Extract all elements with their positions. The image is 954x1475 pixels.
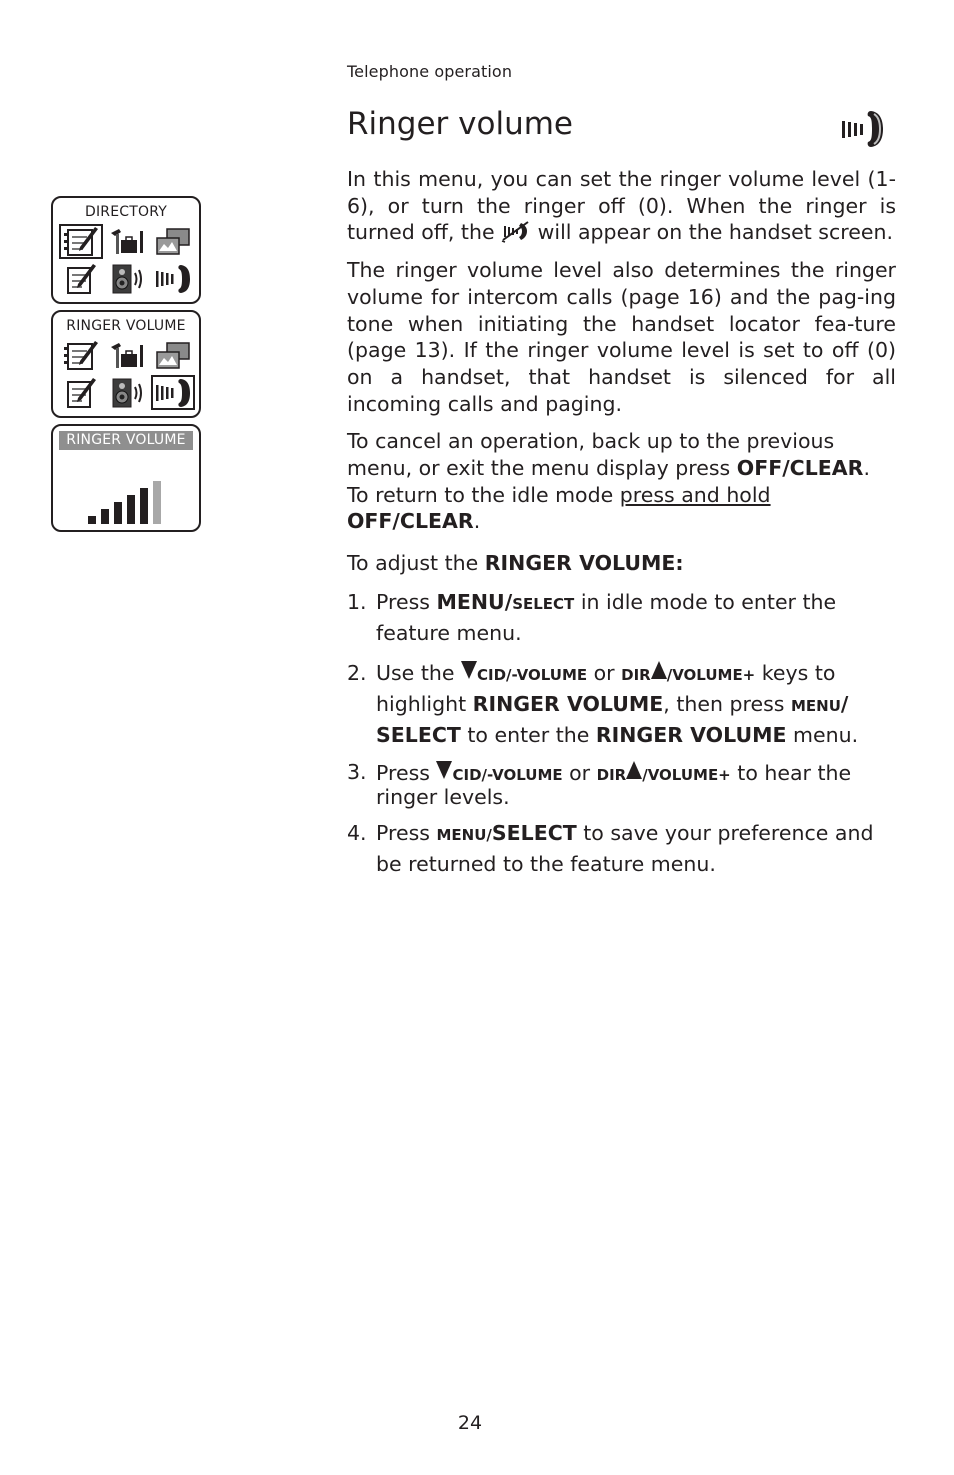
menu-key: MENU/ <box>436 589 513 614</box>
ringer-volume-icon <box>838 108 886 150</box>
up-arrow-icon <box>651 661 667 679</box>
step-text: menu. <box>786 722 859 747</box>
ringer-off-icon <box>501 219 531 243</box>
paragraph-3 <box>347 428 896 535</box>
ringer-volume-heading: RINGER VOLUME: <box>484 551 684 576</box>
step-item <box>347 588 896 648</box>
step-item <box>347 761 896 808</box>
step-text: Press <box>376 589 437 614</box>
dir-key: DIR <box>596 765 627 784</box>
notepad-icon <box>59 260 103 297</box>
menu-icon-grid <box>59 223 195 297</box>
intro-text-a: In this menu, you can set the ringer volume level (1-6), or turn the ringer off (0). When the ringer is turned off, the <box>347 167 896 245</box>
step-text: to save your preference and be returned to the feature menu. <box>376 820 874 876</box>
tools-icon <box>105 337 149 374</box>
cid-volume-key: CID/-VOLUME <box>452 765 563 784</box>
p4-text-a: To adjust the <box>347 551 485 576</box>
screen-title: DIRECTORY <box>84 204 167 220</box>
step-text: , then press <box>663 691 791 716</box>
step-text: or <box>562 760 597 785</box>
step-text: Use the <box>376 660 461 685</box>
directory-icon <box>59 223 103 260</box>
p3-text-a: To cancel an operation, back up to the previous menu, or exit the menu display press <box>347 429 835 481</box>
step-number: 1. <box>347 589 367 614</box>
directory-icon <box>59 337 103 374</box>
speaker-icon <box>105 374 149 411</box>
ringer-volume-icon <box>151 374 195 411</box>
intro-text-b: will appear on the handset screen. <box>531 220 893 245</box>
volume-bar <box>140 488 148 524</box>
off-clear-key: OFF/CLEAR <box>347 509 474 534</box>
step-list <box>347 588 896 879</box>
tools-icon <box>105 223 149 260</box>
page-title: Ringer volume <box>347 106 573 142</box>
step-text: keys to highlight <box>376 660 836 716</box>
ringer-volume-icon <box>151 260 195 297</box>
speaker-icon <box>105 260 149 297</box>
p3-text-d: . <box>473 509 481 534</box>
step-text: to enter the <box>460 722 596 747</box>
dir-key: DIR <box>621 665 651 684</box>
step-text: or <box>587 660 622 685</box>
menu-icon-grid <box>59 337 195 411</box>
network-icon <box>151 337 195 374</box>
volume-bar <box>153 481 161 524</box>
ringer-volume-label: RINGER VOLUME <box>472 691 664 716</box>
select-key: SELECT <box>512 594 575 613</box>
step-item <box>347 819 896 879</box>
network-icon <box>151 223 195 260</box>
menu-key: MENU/ <box>436 825 492 844</box>
press-and-hold-text: press and hold <box>619 482 771 507</box>
body-text <box>347 166 896 890</box>
off-clear-key: OFF/CLEAR <box>736 456 864 481</box>
volume-bar <box>114 502 122 524</box>
step-number: 4. <box>347 820 367 845</box>
section-label: Telephone operation <box>347 62 513 81</box>
page-number: 24 <box>457 1412 483 1434</box>
volume-bar <box>101 509 109 524</box>
cid-volume-key: CID/-VOLUME <box>476 665 588 684</box>
handset-screen-directory <box>51 196 201 304</box>
step-text: Press <box>376 820 437 845</box>
select-key: / SELECT <box>376 691 849 747</box>
step-text: in idle mode to enter the feature menu. <box>376 589 837 645</box>
step-number: 3. <box>347 759 367 784</box>
step-text: to hear the ringer levels. <box>376 760 852 809</box>
p3-text-b: . To return to the idle mode <box>347 456 870 507</box>
menu-key: MENU <box>790 696 841 715</box>
volume-level-bars <box>83 478 173 528</box>
screen-title: RINGER VOLUME <box>59 431 193 450</box>
screen-title: RINGER VOLUME <box>66 318 186 334</box>
down-arrow-icon <box>461 661 477 679</box>
up-arrow-icon <box>626 761 642 779</box>
ringer-volume-label: RINGER VOLUME <box>595 722 787 747</box>
intro-paragraph <box>347 166 896 246</box>
step-item <box>347 659 896 750</box>
volume-plus-key: /VOLUME+ <box>642 765 731 784</box>
paragraph-4 <box>347 550 896 577</box>
select-key: SELECT <box>491 820 577 845</box>
paragraph-2: The ringer volume level also determines the ringer volume for intercom calls (page 16) and the pag-ing tone when initiating the handset locator fea-ture (page 13). If the ringer volume level is set to off (0) on a handset, that handset is silenced for all incoming calls and paging. <box>347 258 896 416</box>
handset-screen-volume-level <box>51 424 201 532</box>
volume-bar <box>88 516 96 524</box>
volume-bar <box>127 495 135 524</box>
notepad-icon <box>59 374 103 411</box>
step-text: Press <box>376 760 437 785</box>
handset-screen-ringer-volume-menu <box>51 310 201 418</box>
step-number: 2. <box>347 660 367 685</box>
down-arrow-icon <box>436 761 452 779</box>
volume-plus-key: /VOLUME+ <box>666 665 756 684</box>
